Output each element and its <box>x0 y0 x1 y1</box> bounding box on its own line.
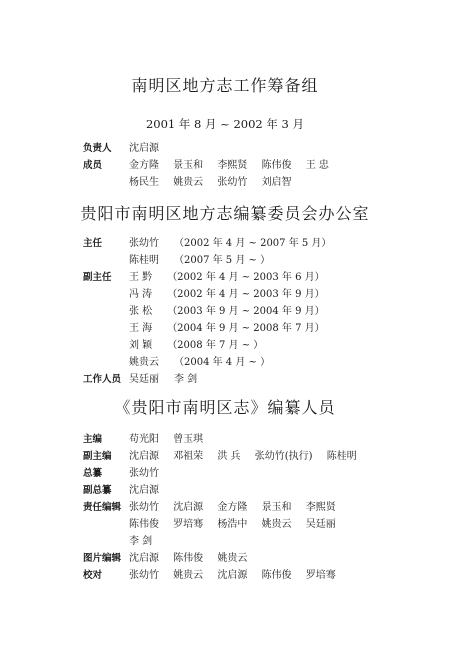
section2-row <box>0 320 450 337</box>
person-name: 陈伟俊 <box>261 570 292 581</box>
section3-row <box>0 448 450 465</box>
person-name: 沈启源 <box>217 570 248 581</box>
section2-row <box>0 303 450 320</box>
person-name: 姚贵云 <box>129 357 159 368</box>
term-note: （2002 年 4 月 ~ 2003 年 6 月） <box>167 272 325 283</box>
person-name: 景玉和 <box>261 502 292 513</box>
person-name: 杨浩中 <box>217 519 248 530</box>
section2-row <box>0 337 450 354</box>
person-name: 张 松 <box>129 306 153 317</box>
person-name: 陈伟俊 <box>173 553 204 564</box>
person-name: 张幼竹 <box>217 177 248 188</box>
person-name: 吴廷丽 <box>305 519 336 530</box>
section2-list <box>0 235 450 388</box>
term-note: （2002 年 4 月 ~ 2003 年 9 月） <box>167 289 325 300</box>
person-name: 沈启源 <box>129 143 159 154</box>
person-name: 张幼竹 <box>129 238 159 249</box>
person-name: 张幼竹(执行) <box>254 451 313 462</box>
person-name: 金方隆 <box>217 502 248 513</box>
person-name: 王 忠 <box>305 160 329 171</box>
person-name: 王 海 <box>129 323 153 334</box>
person-name: 沈启源 <box>129 553 159 564</box>
person-name: 姚贵云 <box>217 553 248 564</box>
person-name: 姚贵云 <box>173 177 204 188</box>
section1-dates: 2001 年 8 月 ~ 2002 年 3 月 <box>145 117 305 131</box>
person-name: 陈桂明 <box>326 451 357 462</box>
section3-row <box>0 482 450 499</box>
term-note: （2004 年 4 月 ~ ） <box>174 357 271 368</box>
person-name: 冯 涛 <box>129 289 153 300</box>
person-name: 沈启源 <box>173 502 204 513</box>
section2-row <box>0 371 450 388</box>
person-name: 王 黔 <box>129 272 153 283</box>
person-name: 姚贵云 <box>261 519 292 530</box>
person-name: 洪 兵 <box>217 451 241 462</box>
person-name: 景玉和 <box>173 160 204 171</box>
person-name: 沈启源 <box>129 485 159 496</box>
section3-row <box>0 499 450 516</box>
person-name: 邓祖荣 <box>173 451 204 462</box>
section2-row <box>0 235 450 252</box>
person-name: 陈伟俊 <box>261 160 292 171</box>
section3-row <box>0 550 450 567</box>
person-name: 李熙贤 <box>217 160 248 171</box>
person-name: 刘启智 <box>261 177 292 188</box>
person-name: 张幼竹 <box>129 502 159 513</box>
person-name: 吴廷丽 <box>129 374 159 385</box>
person-name: 李 剑 <box>129 536 153 547</box>
person-name: 沈启源 <box>129 451 159 462</box>
section1-row <box>0 174 450 191</box>
section1-row <box>0 140 450 157</box>
section1-list <box>0 140 450 191</box>
section2-row <box>0 252 450 269</box>
person-name: 张幼竹 <box>129 468 159 479</box>
section2-row <box>0 286 450 303</box>
section1-title: 南明区地方志工作筹备组 <box>131 76 319 95</box>
row-label: 责任编辑 <box>83 502 122 513</box>
row-label: 工作人员 <box>83 374 122 385</box>
person-name: 陈伟俊 <box>129 519 159 530</box>
person-name: 曾玉琪 <box>173 434 204 445</box>
person-name: 罗培骞 <box>173 519 204 530</box>
person-name: 杨民生 <box>129 177 159 188</box>
section3-title: 《贵阳市南明区志》编纂人员 <box>114 398 336 417</box>
row-label: 主编 <box>83 434 103 445</box>
row-label: 成员 <box>83 160 103 171</box>
person-name: 李熙贤 <box>305 502 336 513</box>
row-label: 校对 <box>83 570 103 581</box>
person-name: 李 剑 <box>174 374 198 385</box>
section3-row <box>0 465 450 482</box>
section2-row <box>0 269 450 286</box>
section3-row <box>0 567 450 584</box>
person-name: 张幼竹 <box>129 570 159 581</box>
person-name: 罗培骞 <box>305 570 336 581</box>
term-note: （2007 年 5 月 ~ ） <box>174 255 271 266</box>
person-name: 苟光阳 <box>129 434 159 445</box>
person-name: 金方隆 <box>129 160 159 171</box>
section3-row <box>0 516 450 533</box>
section1-row <box>0 157 450 174</box>
section2-title: 贵阳市南明区地方志编纂委员会办公室 <box>80 204 370 223</box>
row-label: 副主任 <box>83 272 112 283</box>
term-note: （2002 年 4 月 ~ 2007 年 5 月） <box>174 238 332 249</box>
row-label: 总纂 <box>83 468 103 479</box>
section2-row <box>0 354 450 371</box>
row-label: 主任 <box>83 238 103 249</box>
section3-list <box>0 431 450 584</box>
section3-row <box>0 533 450 550</box>
person-name: 姚贵云 <box>173 570 204 581</box>
term-note: （2003 年 9 月 ~ 2004 年 9 月） <box>167 306 325 317</box>
person-name: 刘 颖 <box>129 340 153 351</box>
row-label: 副主编 <box>83 451 112 462</box>
term-note: （2004 年 9 月 ~ 2008 年 7 月） <box>167 323 325 334</box>
row-label: 副总纂 <box>83 485 112 496</box>
section3-row <box>0 431 450 448</box>
row-label: 图片编辑 <box>83 553 122 564</box>
row-label: 负责人 <box>83 143 112 154</box>
term-note: （2008 年 7 月 ~ ） <box>167 340 264 351</box>
person-name: 陈桂明 <box>129 255 159 266</box>
